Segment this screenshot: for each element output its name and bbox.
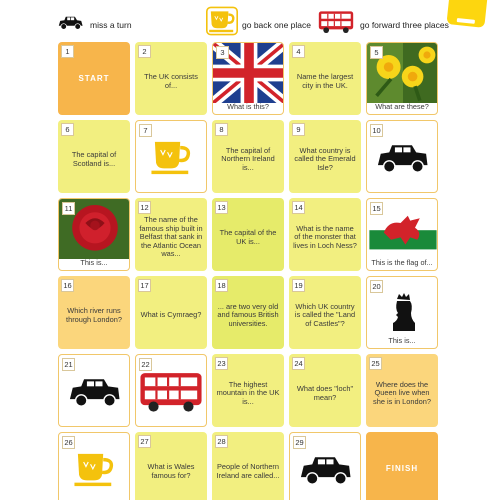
square-20[interactable] (366, 276, 438, 349)
square-2[interactable] (135, 42, 207, 115)
square-number: 1 (61, 45, 74, 58)
square-5[interactable] (366, 42, 438, 115)
square-number: 6 (61, 123, 74, 136)
square-number: 22 (139, 358, 152, 371)
square-number: 3 (216, 46, 229, 59)
square-number: 15 (370, 202, 383, 215)
teacup-icon (148, 136, 194, 180)
double-decker-bus-icon (139, 371, 203, 413)
square-11[interactable] (58, 198, 130, 271)
teacup-icon (206, 6, 238, 36)
legend (56, 4, 449, 36)
square-7[interactable] (135, 120, 207, 193)
square-number: 8 (215, 123, 228, 136)
square-18[interactable] (212, 276, 284, 349)
question-text: Name the largest city in the UK. (296, 71, 354, 90)
square-number: 2 (138, 45, 151, 58)
square-8[interactable] (212, 120, 284, 193)
square-number: 29 (293, 436, 306, 449)
square-number: 9 (292, 123, 305, 136)
square-number: 14 (292, 201, 305, 214)
question-text: What does "loch" mean? (296, 383, 354, 402)
finish-label: FINISH (385, 464, 419, 473)
square-number: 28 (215, 435, 228, 448)
queen-silhouette-icon (389, 291, 417, 331)
square-number: 16 (61, 279, 74, 292)
square-number: 4 (292, 45, 305, 58)
square-22[interactable] (135, 354, 207, 427)
square-number: 18 (215, 279, 228, 292)
question-text: This is the flag of... (371, 258, 433, 267)
square-25[interactable] (366, 354, 438, 427)
square-17[interactable] (135, 276, 207, 349)
square-14[interactable] (289, 198, 361, 271)
legend-cup-label: go back one place (242, 20, 311, 30)
question-text: This is... (388, 336, 416, 345)
square-number: 13 (215, 201, 228, 214)
square-number: 7 (139, 124, 152, 137)
square-27[interactable] (135, 432, 207, 500)
square-12[interactable] (135, 198, 207, 271)
question-text: The capital of the UK is... (219, 227, 277, 246)
taxi-icon (296, 453, 354, 487)
taxi-icon (56, 14, 84, 32)
square-4[interactable] (289, 42, 361, 115)
square-10[interactable] (366, 120, 438, 193)
square-number: 23 (215, 357, 228, 370)
square-number: 19 (292, 279, 305, 292)
legend-taxi-label: miss a turn (90, 20, 132, 30)
square-16[interactable] (58, 276, 130, 349)
square-29[interactable] (289, 432, 361, 500)
square-number: 27 (138, 435, 151, 448)
square-26[interactable] (58, 432, 130, 500)
question-text: The highest mountain in the UK is... (216, 379, 280, 406)
square-24[interactable] (289, 354, 361, 427)
question-text: Which river runs through London? (66, 305, 122, 324)
square-number: 25 (369, 357, 382, 370)
question-text: What are these? (375, 102, 429, 111)
taxi-icon (373, 141, 431, 175)
question-text: The capital of Northern Ireland is... (221, 145, 275, 172)
question-text: The name of the famous ship built in Belfast that sank in the Atlantic Ocean was... (139, 215, 203, 259)
square-number: 26 (62, 436, 75, 449)
question-text: What is Cymraeg? (140, 310, 202, 320)
question-text: This is... (80, 258, 108, 267)
question-text: What is the name of the monster that lives in Loch Ness? (293, 223, 357, 250)
square-number: 11 (62, 202, 75, 215)
square-15[interactable] (366, 198, 438, 271)
square-23[interactable] (212, 354, 284, 427)
square-6[interactable] (58, 120, 130, 193)
legend-bus-label: go forward three places (360, 20, 449, 30)
question-text: The capital of Scotland is... (71, 149, 117, 168)
square-number: 21 (62, 358, 75, 371)
square-19[interactable] (289, 276, 361, 349)
square-number: 17 (138, 279, 151, 292)
square-13[interactable] (212, 198, 284, 271)
question-text: What country is called the Emerald Isle? (294, 145, 356, 172)
question-text: What is Wales famous for? (147, 461, 195, 480)
square-number: 12 (138, 201, 151, 214)
publisher-badge (446, 0, 487, 28)
square-number: 20 (370, 280, 383, 293)
teacup-icon (71, 448, 117, 492)
question-text: Where does the Queen live when she is in London? (373, 379, 431, 406)
square-1[interactable] (58, 42, 130, 115)
taxi-icon (65, 375, 123, 409)
start-label: START (78, 74, 110, 83)
square-3[interactable] (212, 42, 284, 115)
square-number: 10 (370, 124, 383, 137)
square-9[interactable] (289, 120, 361, 193)
question-text: What is this? (227, 102, 269, 111)
square-28[interactable] (212, 432, 284, 500)
question-text: Which UK country is called the "Land of Castles"? (294, 301, 356, 328)
square-30[interactable] (366, 432, 438, 500)
question-text: The UK consists of... (144, 71, 198, 90)
square-number: 24 (292, 357, 305, 370)
square-21[interactable] (58, 354, 130, 427)
question-text: People of Northern Ireland are called... (216, 461, 280, 480)
question-text: ... are two very old and famous British universities. (217, 301, 279, 328)
double-decker-bus-icon (318, 10, 354, 34)
square-number: 5 (370, 46, 383, 59)
